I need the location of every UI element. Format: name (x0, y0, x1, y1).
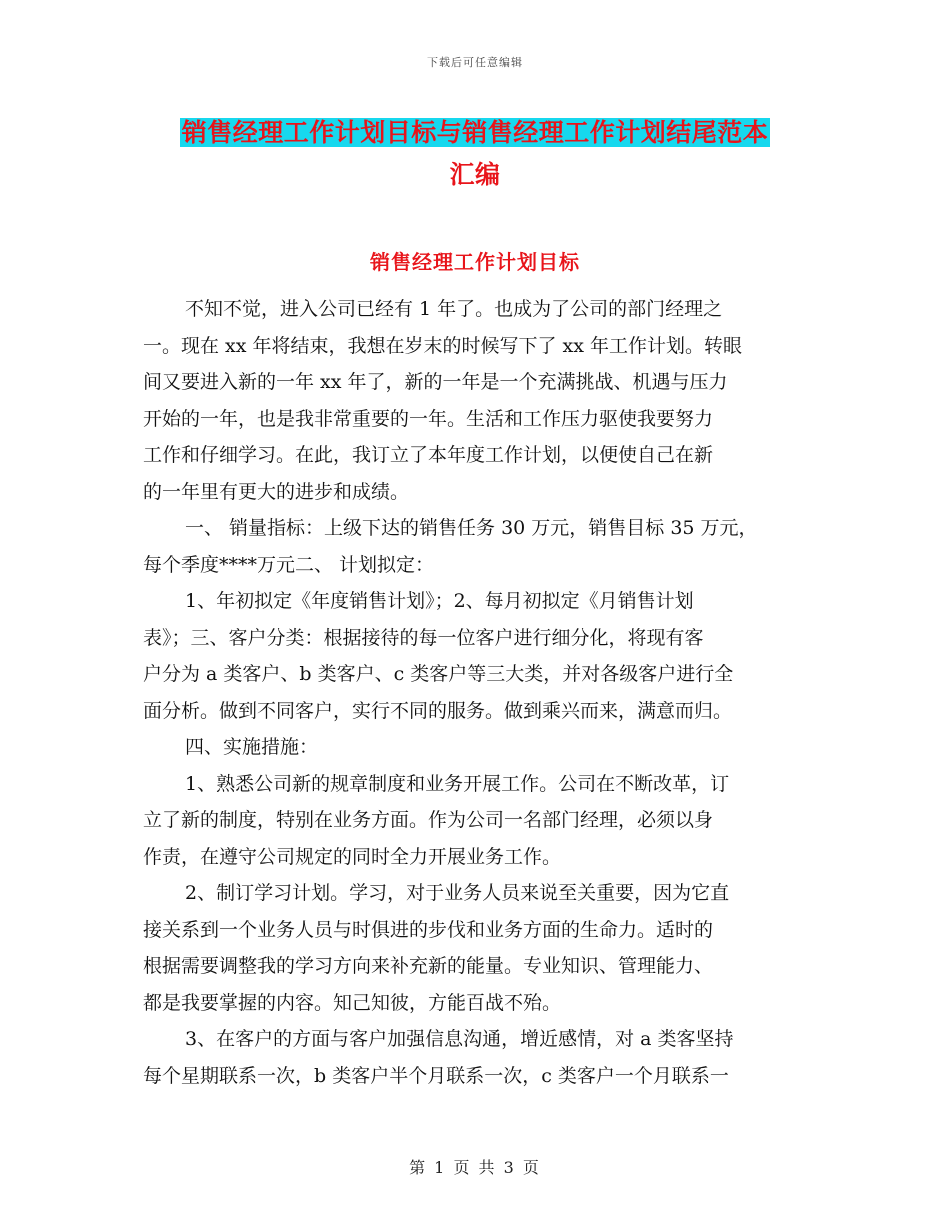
document-title (0, 112, 950, 196)
body-line: 的一年里有更大的进步和成绩。 (143, 480, 410, 503)
body-line: 3、在客户的方面与客户加强信息沟通，增近感情，对 a 类客坚持 (185, 1028, 734, 1050)
body-line: 作责，在遵守公司规定的同时全力开展业务工作。 (143, 845, 562, 868)
section-title: 销售经理工作计划目标 (370, 250, 580, 274)
body-line: 接关系到一个业务人员与时俱进的步伐和业务方面的生命力。适时的 (143, 918, 714, 941)
body-line: 四、实施措施： (185, 736, 319, 758)
body-line: 每个季度****万元二、 计划拟定： (143, 553, 435, 576)
body-line: 表》；三、客户分类：根据接待的每一位客户进行细分化，将现有客 (143, 626, 704, 649)
document-title-line-2: 汇编 (449, 160, 501, 189)
body-line: 开始的一年，也是我非常重要的一年。生活和工作压力驱使我要努力 (143, 407, 714, 430)
body-line: 2、制订学习计划。学习，对于业务人员来说至关重要，因为它直 (185, 882, 730, 904)
body-line: 一。现在 xx 年将结束，我想在岁末的时候写下了 xx 年工作计划。转眼 (143, 334, 743, 357)
document-body (143, 291, 811, 1094)
body-line: 立了新的制度，特别在业务方面。作为公司一名部门经理，必须以身 (143, 809, 714, 831)
body-line: 工作和仔细学习。在此，我订立了本年度工作计划，以便使自己在新 (143, 444, 714, 466)
body-line: 根据需要调整我的学习方向来补充新的能量。专业知识、管理能力、 (143, 955, 714, 977)
body-line: 1、熟悉公司新的规章制度和业务开展工作。公司在不断改革，订 (185, 772, 730, 795)
page-number-footer: 第 1 页 共 3 页 (409, 1158, 541, 1177)
body-line: 间又要进入新的一年 xx 年了，新的一年是一个充满挑战、机遇与压力 (143, 371, 728, 393)
body-line: 每个星期联系一次，b 类客户半个月联系一次，c 类客户一个月联系一 (143, 1064, 729, 1087)
body-line: 1、年初拟定《年度销售计划》；2、每月初拟定《月销售计划 (185, 590, 694, 612)
body-line: 户分为 a 类客户、b 类客户、c 类客户等三大类，并对各级客户进行全 (143, 663, 734, 685)
body-line: 面分析。做到不同客户，实行不同的服务。做到乘兴而来，满意而归。 (143, 699, 733, 722)
body-line: 一、 销量指标：上级下达的销售任务 30 万元，销售目标 35 万元， (185, 517, 758, 539)
body-line: 不知不觉，进入公司已经有 1 年了。也成为了公司的部门经理之 (185, 298, 723, 320)
document-title-line-1: 销售经理工作计划目标与销售经理工作计划结尾范本 (181, 118, 769, 147)
body-line: 都是我要掌握的内容。知己知彼，方能百战不殆。 (143, 991, 562, 1014)
header-note: 下载后可任意编辑 (427, 56, 523, 69)
